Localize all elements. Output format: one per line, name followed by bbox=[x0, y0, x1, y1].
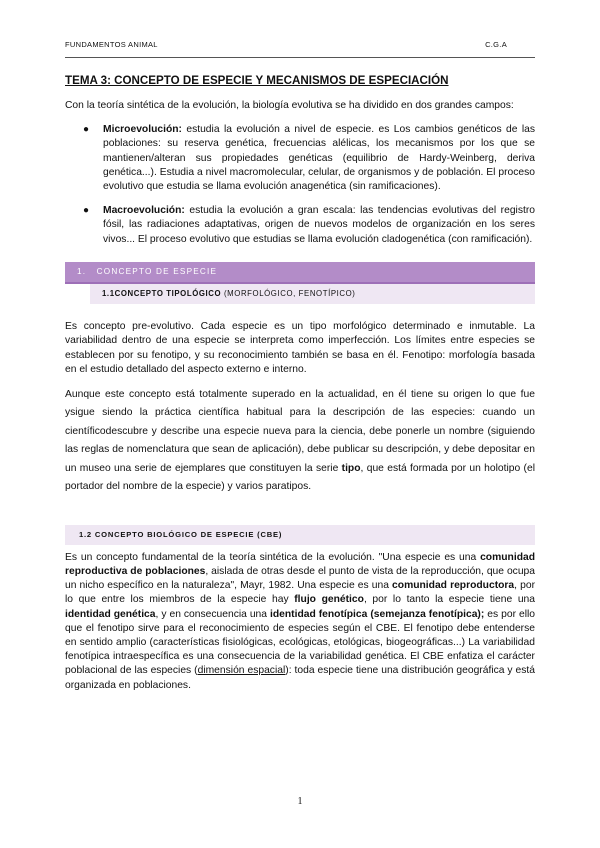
cbe-bold: identidad fenotípica (semejanza fenotípica); bbox=[269, 608, 485, 620]
cbe-text: , por lo tanto la especie tiene una bbox=[363, 594, 535, 606]
header-initials: C.G.A bbox=[485, 40, 507, 49]
cbe-underlined: dimensión espacial bbox=[197, 665, 286, 677]
cbe-bold: identidad genética bbox=[65, 608, 156, 620]
aunque-term-tipo: tipo bbox=[341, 462, 361, 474]
header-divider bbox=[65, 57, 535, 58]
section-title: CONCEPTO DE ESPECIE bbox=[96, 267, 218, 277]
evolution-fields-list bbox=[65, 123, 535, 247]
aunque-text-c: , que está formada por un holotipo (el portador del nombre de la especie) y varios paratipos. bbox=[65, 462, 535, 493]
cbe-text: , por lo que entre los miembros de la especie hay bbox=[65, 580, 535, 606]
cbe-bold: comunidad reproductiva de poblaciones bbox=[65, 551, 535, 577]
intro-paragraph: Con la teoría sintética de la evolución, la biología evolutiva se ha dividido en dos grandes campos: bbox=[65, 100, 514, 112]
page-body bbox=[65, 74, 535, 693]
cbe-text: ): toda especie tiene una distribución geográfica y está organizada en poblaciones. bbox=[65, 665, 535, 691]
subsection-number: 1.1 bbox=[102, 289, 115, 299]
page-number: 1 bbox=[297, 796, 303, 807]
cbe-bold: comunidad reproductora bbox=[392, 580, 515, 592]
subsection-heading-1-2: 1.2 CONCEPTO BIOLÓGICO DE ESPECIE (CBE) bbox=[65, 525, 535, 545]
chapter-title: TEMA 3: CONCEPTO DE ESPECIE Y MECANISMOS DE ESPECIACIÓN bbox=[65, 74, 449, 87]
paragraph-tipologico: Es concepto pre-evolutivo. Cada especie es un tipo morfológico determinado e inmutable. La variabilidad dentro de una especie se interpreta como imperfección. Los límites entre especies se establecen por su fenotipo, y su reconocimiento también se basa en él. Fenotipo: morfología basada en el estudio detallado del aspecto externo e interno. bbox=[65, 321, 535, 376]
cbe-text: Es un concepto fundamental de la teoría sintética de la evolución. "Una especie es una bbox=[65, 551, 481, 563]
paragraph-cbe bbox=[65, 551, 535, 693]
list-item-microevolution bbox=[83, 123, 535, 195]
section-heading-1 bbox=[65, 262, 535, 284]
subsection-heading-1-1 bbox=[90, 284, 535, 304]
text-macroevolution: estudia la evolución a gran escala: las tendencias evolutivas del registro fósil, las radiaciones adaptativas, origen de nuevos modelos de organización en los seres vivos... El proceso evolutivo que estudias se llama evolución cladogenética (con ramificación). bbox=[103, 204, 535, 245]
header-course: FUNDAMENTOS ANIMAL bbox=[65, 40, 158, 49]
cbe-text: , y en consecuencia una bbox=[155, 608, 270, 620]
cbe-bold: flujo genético bbox=[294, 594, 364, 606]
term-macroevolution: Macroevolución: bbox=[103, 204, 185, 216]
page-header bbox=[65, 40, 535, 54]
text-microevolution: estudia la evolución a nivel de especie. es Los cambios genéticos de las poblaciones: su reserva genética, frecuencias alélicas, los mecanismos por los que se mantienen/alteran sus propiedades genéticas (equilibrio de Hardy-Weinberg, deriva genética...). Estudia a nivel macromolecular, celular, de organismos y de población. El proceso evolutivo que estudia se llama evolución anagenética (sin ramificaciones). bbox=[103, 123, 535, 193]
subsection-title: CONCEPTO TIPOLÓGICO bbox=[114, 289, 222, 299]
aunque-text-a: Aunque este concepto está totalmente superado en la actualidad, en él tiene su origen lo que fue ysigue siendo la práctica científica habitual para la descripción de las especies: cuando un científicodescubre y describe una especie nueva para la ciencia, debe ponerle un nombre (siguiendo las reglas de nomenclatura que sean de aplicación), debe publicar su descripción, y debe depositar en un museo una serie de ejemplares que constituyen la serie bbox=[65, 388, 535, 474]
list-item-macroevolution bbox=[83, 204, 535, 247]
subsection-parenthetical: (MORFOLÓGICO, FENOTÍPICO) bbox=[223, 289, 356, 299]
section-number: 1. bbox=[77, 267, 87, 277]
bullet-icon: ● bbox=[83, 204, 90, 216]
term-microevolution: Microevolución: bbox=[103, 123, 182, 135]
paragraph-aunque bbox=[65, 386, 535, 497]
cbe-text: , aislada de otras desde el punto de vista de la reproducción, que ocupa un nicho específico en la naturaleza", Mayr, 1982. Una especie es una bbox=[65, 565, 535, 592]
cbe-text: es por ello que el fenotipo sirve para el reconocimiento de especies según el CBE. El fenotipo debe entenderse en sentido amplio (características fisiológicas, ecológicas, etológicas, biogeográficas...) La variabilidad fenotípica intraespecífica es una consecuencia de la variabilidad genética. El CBE enfatiza el carácter poblacional de las especies ( bbox=[65, 608, 535, 677]
bullet-icon: ● bbox=[83, 123, 90, 135]
